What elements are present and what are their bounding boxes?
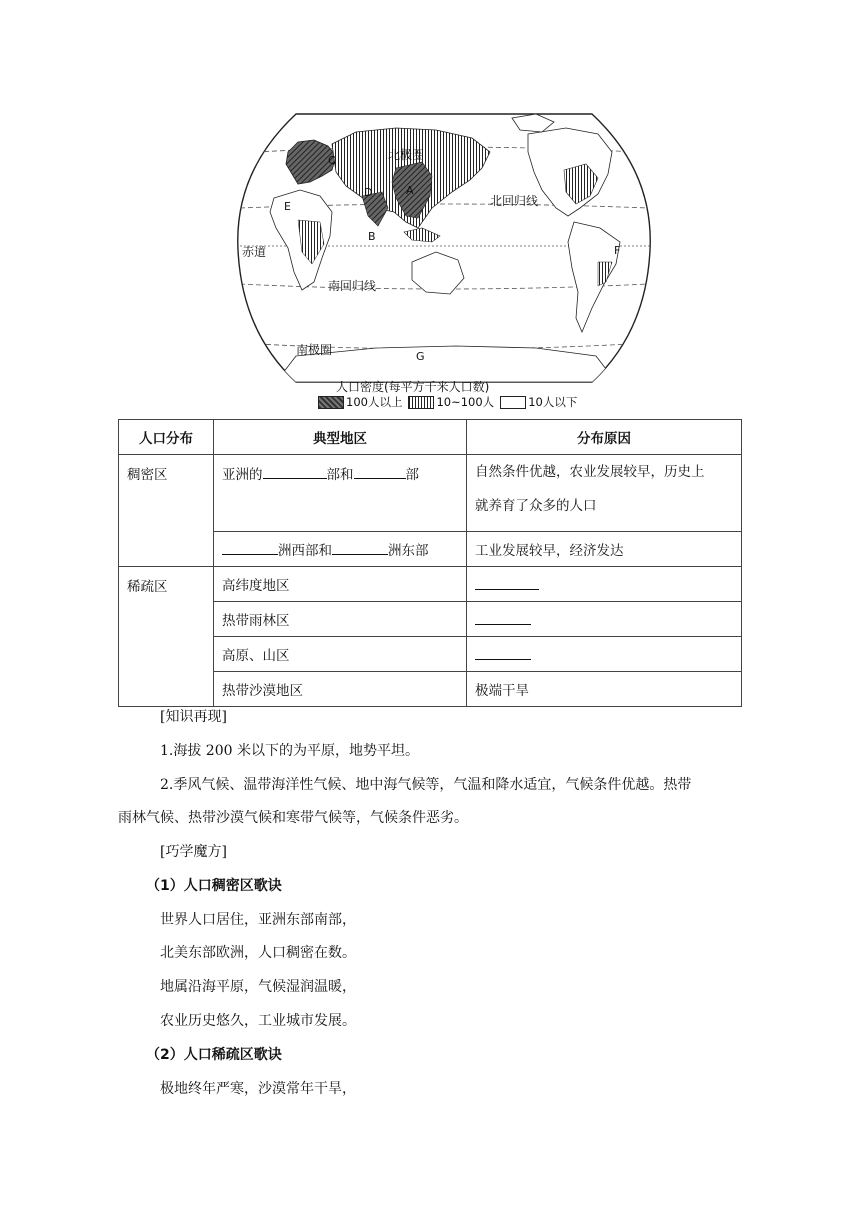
dense-reason-1: 自然条件优越，农业发展较早，历史上 就养育了众多的人口	[467, 455, 742, 532]
legend-item-sparse: 10人以下	[528, 395, 578, 409]
world-map-figure	[236, 112, 652, 408]
sparse-reason	[467, 567, 742, 602]
sparse-region: 高纬度地区	[214, 567, 467, 602]
answer-blank[interactable]	[354, 464, 406, 479]
answer-blank[interactable]	[263, 464, 327, 479]
sparse-region: 高原、山区	[214, 637, 467, 672]
category-sparse: 稀疏区	[119, 567, 214, 707]
label-B: B	[368, 230, 376, 243]
tips-sparse-title: （2）人口稀疏区歌诀	[146, 1047, 282, 1063]
label-G: G	[416, 350, 425, 363]
knowledge-heading: [知识再现]	[160, 709, 227, 725]
knowledge-point-2-line-1: 2.季风气候、温带海洋性气候、地中海气候等，气温和降水适宜，气候条件优越。热带	[160, 777, 692, 793]
legend-item-medium: 10~100人	[436, 395, 495, 409]
sparse-region: 热带雨林区	[214, 602, 467, 637]
label-arctic-circle: 北极圈	[388, 148, 425, 162]
answer-blank[interactable]	[475, 610, 531, 625]
legend-title: 人口密度(每平方千米人口数)	[336, 380, 490, 394]
label-F: F	[614, 244, 621, 257]
legend-swatch-medium	[408, 396, 434, 409]
knowledge-point-2-line-2: 雨林气候、热带沙漠气候和寒带气候等，气候条件恶劣。	[118, 810, 468, 826]
header-region: 典型地区	[214, 420, 467, 455]
legend-swatch-sparse	[500, 396, 526, 409]
label-C: C	[328, 154, 336, 167]
label-tropic-cancer: 北回归线	[490, 194, 539, 208]
label-D: D	[364, 186, 373, 199]
answer-blank[interactable]	[332, 540, 388, 555]
header-distribution: 人口分布	[119, 420, 214, 455]
population-distribution-table	[118, 419, 742, 707]
label-E: E	[284, 200, 291, 213]
answer-blank[interactable]	[475, 575, 539, 590]
tips-heading: [巧学魔方]	[160, 844, 227, 860]
dense-rhyme-line: 北美东部欧洲，人口稠密在数。	[160, 945, 356, 961]
sparse-reason	[467, 637, 742, 672]
dense-rhyme-line: 地属沿海平原，气候湿润温暖，	[160, 979, 356, 995]
answer-blank[interactable]	[475, 645, 531, 660]
label-A: A	[406, 184, 414, 197]
sparse-reason	[467, 602, 742, 637]
sparse-rhyme-line: 极地终年严寒，沙漠常年干旱，	[160, 1081, 356, 1097]
category-dense: 稠密区	[119, 455, 214, 567]
label-antarctic-circle: 南极圈	[296, 343, 333, 357]
sparse-reason: 极端干旱	[467, 672, 742, 707]
dense-region-1: 亚洲的 部和 部	[214, 455, 467, 532]
dense-region-2: 洲西部和 洲东部	[214, 532, 467, 567]
map-legend	[318, 393, 583, 411]
table-row	[119, 567, 742, 602]
label-equator: 赤道	[242, 245, 267, 259]
sparse-region: 热带沙漠地区	[214, 672, 467, 707]
dense-rhyme-line: 世界人口居住，亚洲东部南部，	[160, 912, 356, 928]
legend-item-dense: 100人以上	[346, 395, 403, 409]
table-header-row	[119, 420, 742, 455]
table-row	[119, 455, 742, 532]
dense-rhyme-line: 农业历史悠久，工业城市发展。	[160, 1013, 356, 1029]
header-reason: 分布原因	[467, 420, 742, 455]
label-tropic-capricorn: 南回归线	[328, 279, 377, 293]
tips-dense-title: （1）人口稠密区歌诀	[146, 878, 282, 894]
answer-blank[interactable]	[222, 540, 278, 555]
dense-reason-2: 工业发展较早，经济发达	[467, 532, 742, 567]
legend-swatch-dense	[318, 396, 344, 409]
population-density-map	[236, 112, 652, 408]
knowledge-point-1: 1.海拔 200 米以下的为平原，地势平坦。	[160, 743, 419, 759]
